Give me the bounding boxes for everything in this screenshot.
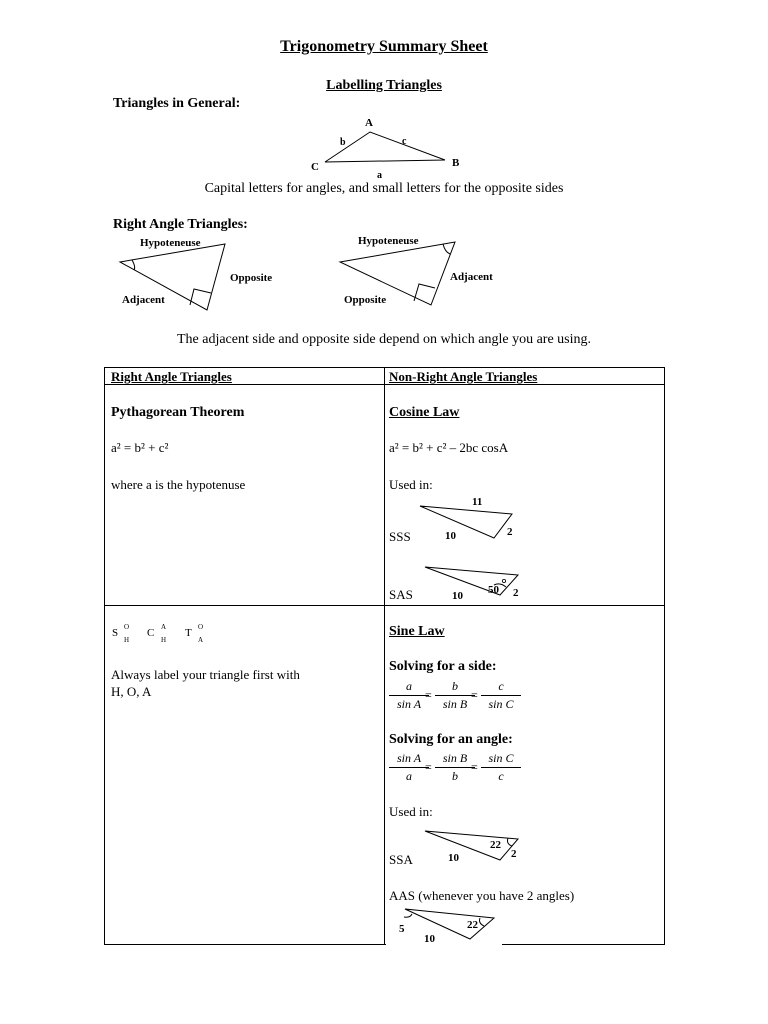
right-angle-heading: Right Angle Triangles: xyxy=(113,217,248,232)
cosine-law-formula: a² = b² + c² – 2bc cosA xyxy=(389,440,509,455)
side-b-label: b xyxy=(340,137,346,148)
sas-label: SAS xyxy=(389,587,413,602)
side-fraction-b: $\frac{b}{\text{sin B}}$ xyxy=(435,679,475,712)
vertex-c-label: C xyxy=(311,161,319,173)
aas-triangle-diagram xyxy=(390,905,500,950)
toa-t: T xyxy=(185,627,192,639)
t1-adj-label: Adjacent xyxy=(122,294,165,306)
aas-angle-22: 22 xyxy=(467,919,478,931)
soh-cah-toa xyxy=(112,622,222,648)
side-fraction-c: $\frac{c}{\text{sin C}}$ xyxy=(481,679,521,712)
degree-icon xyxy=(502,579,505,582)
pythagorean-title: Pythagorean Theorem xyxy=(111,405,245,420)
cah-a: A xyxy=(161,623,167,631)
equals-sign: = xyxy=(425,760,432,774)
solving-side-heading: Solving for a side: xyxy=(389,659,497,674)
sine-law-title: Sine Law xyxy=(389,624,445,639)
side-fraction-a: $\frac{a}{\text{sin A}}$ xyxy=(389,679,429,712)
ssa-angle-22: 22 xyxy=(490,839,501,851)
cosine-law-title: Cosine Law xyxy=(389,405,460,420)
sas-side-10: 10 xyxy=(452,590,463,602)
vertex-a-label: A xyxy=(365,117,373,129)
pythagorean-formula: a² = b² + c² xyxy=(111,440,169,455)
sss-side-11: 11 xyxy=(472,496,483,508)
equals-sign: = xyxy=(471,760,478,774)
soh-h: H xyxy=(124,636,130,644)
col-header-non-right-angle: Non-Right Angle Triangles xyxy=(389,369,538,384)
sss-side-2: 2 xyxy=(507,526,513,538)
aas-side-10: 10 xyxy=(424,933,435,945)
sas-angle-50: 50 xyxy=(488,584,499,596)
sine-used-in: Used in: xyxy=(389,804,433,819)
ssa-side-10: 10 xyxy=(448,852,459,864)
angle-fraction-b: $\frac{\text{sin B}}{b}$ xyxy=(435,751,475,784)
hypotenuse-note: where a is the hypotenuse xyxy=(111,477,246,492)
equals-sign: = xyxy=(425,688,432,702)
soh-o: O xyxy=(124,623,130,631)
adjacent-opposite-note: The adjacent side and opposite side depend on which angle you are using. xyxy=(176,332,592,347)
right-triangle-1-diagram xyxy=(110,232,290,312)
vertex-b-label: B xyxy=(452,157,460,169)
ssa-triangle-diagram xyxy=(420,826,530,870)
cah-h: H xyxy=(161,636,167,644)
solving-angle-heading: Solving for an angle: xyxy=(389,732,513,747)
ssa-side-2: 2 xyxy=(511,848,517,860)
sas-side-2: 2 xyxy=(513,587,519,599)
sss-triangle-diagram xyxy=(415,494,525,544)
t2-hyp-label: Hypoteneuse xyxy=(358,235,419,247)
toa-a: A xyxy=(198,636,204,644)
soh-s: S xyxy=(112,627,119,639)
angle-fraction-a: $\frac{\text{sin A}}{a}$ xyxy=(389,751,429,784)
equals-sign: = xyxy=(471,688,478,702)
labelling-heading: Labelling Triangles xyxy=(326,78,442,93)
cah-c: C xyxy=(147,627,155,639)
general-triangles-heading: Triangles in General: xyxy=(113,96,241,111)
label-triangle-note-line1: Always label your triangle first with xyxy=(111,667,300,682)
side-c-label: c xyxy=(402,136,407,147)
summary-table xyxy=(104,367,664,945)
right-triangle-2-diagram xyxy=(330,230,510,312)
labelling-caption: Capital letters for angles, and small letters for the opposite sides xyxy=(204,181,564,196)
label-triangle-note-line2: H, O, A xyxy=(111,684,152,699)
sas-triangle-diagram xyxy=(420,560,530,604)
angle-fraction-c: $\frac{\text{sin C}}{c}$ xyxy=(481,751,521,784)
t1-opp-label: Opposite xyxy=(230,272,273,284)
col-header-right-angle: Right Angle Triangles xyxy=(111,369,232,384)
ssa-label: SSA xyxy=(389,852,413,867)
t2-opp-label: Opposite xyxy=(344,294,387,306)
aas-side-5: 5 xyxy=(399,923,405,935)
aas-label: AAS (whenever you have 2 angles) xyxy=(389,888,575,903)
toa-o: O xyxy=(198,623,204,631)
side-a-label: a xyxy=(377,170,382,181)
t2-adj-label: Adjacent xyxy=(450,271,493,283)
general-triangle-diagram xyxy=(300,112,470,182)
cosine-used-in: Used in: xyxy=(389,477,433,492)
sss-label: SSS xyxy=(389,529,411,544)
page-title: Trigonometry Summary Sheet xyxy=(280,38,488,55)
sss-side-10: 10 xyxy=(445,530,456,542)
t1-hyp-label: Hypoteneuse xyxy=(140,237,201,249)
